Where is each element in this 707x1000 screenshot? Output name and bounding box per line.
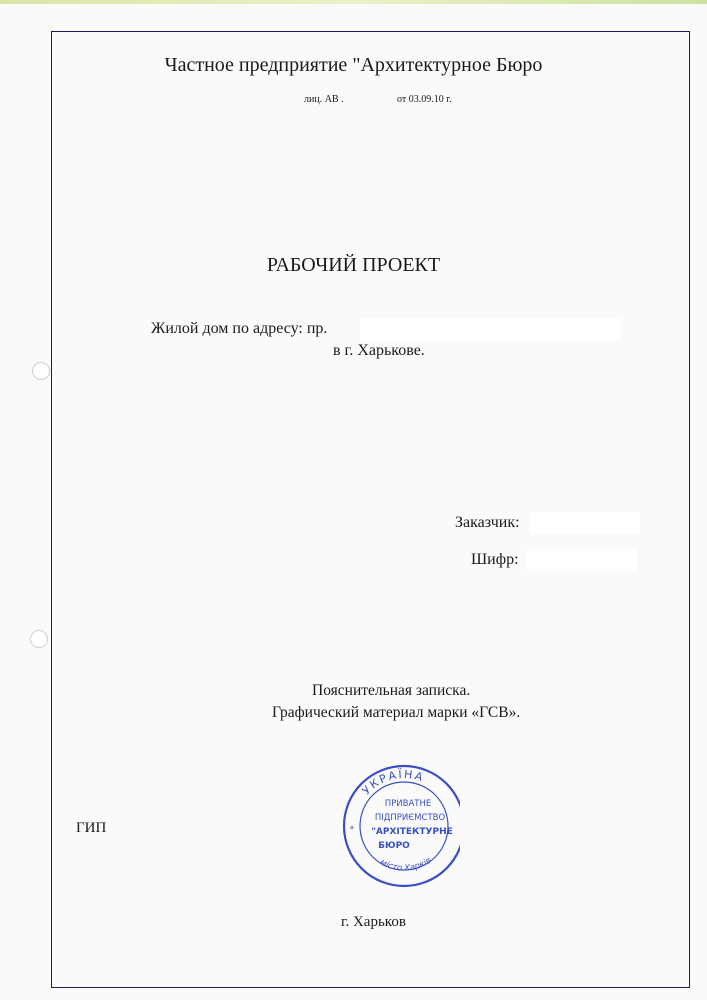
- customer-label: Заказчик:: [455, 514, 520, 531]
- stamp-ring-bottom: місто Харків: [378, 855, 434, 874]
- redaction: [530, 512, 640, 534]
- object-city: в г. Харькове.: [333, 342, 425, 359]
- binder-hole: [30, 630, 48, 648]
- paper-edge: [0, 0, 707, 4]
- graphic-material: Графический материал марки «ГСВ».: [272, 704, 521, 721]
- stamp-line: ПРИВАТНЕ: [384, 799, 432, 809]
- organization-name: Частное предприятие "Архитектурное Бюро: [164, 54, 543, 76]
- code-label: Шифр:: [471, 551, 519, 568]
- svg-text:місто Харків: [378, 856, 433, 874]
- binder-hole: [32, 362, 50, 380]
- redaction: [360, 318, 620, 340]
- explanatory-note: Пояснительная записка.: [312, 682, 471, 699]
- stamp-line: БЮРО: [378, 841, 410, 851]
- document-title: РАБОЧИЙ ПРОЕКТ: [266, 254, 441, 276]
- stamp-ring-top: УКРАЇНА: [359, 767, 427, 798]
- object-address: Жилой дом по адресу: пр.: [151, 320, 328, 337]
- redaction: [527, 549, 637, 571]
- footer-city: г. Харьков: [341, 914, 406, 930]
- license-date: от 03.09.10 г.: [397, 94, 452, 105]
- license-number: лиц. АВ .: [304, 94, 344, 105]
- chief-engineer-label: ГИП: [76, 820, 107, 836]
- stamp-line: ПІДПРИЄМСТВО: [374, 813, 446, 823]
- stamp-line: "АРХІТЕКТУРНЕ: [371, 827, 453, 837]
- svg-text:УКРАЇНА: [360, 768, 426, 798]
- company-stamp: [342, 758, 460, 894]
- svg-text:*: *: [349, 825, 355, 835]
